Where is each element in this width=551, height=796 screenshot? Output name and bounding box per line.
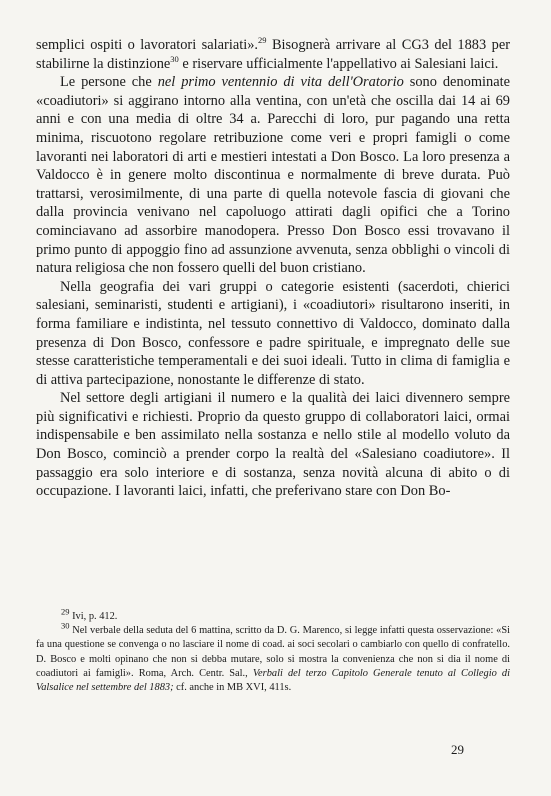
page-number: 29: [451, 742, 464, 757]
footnotes: [36, 606, 510, 695]
footnote-29: $^{29}$ Ivi, p. 412.: [61, 606, 118, 622]
paragraph-3: Nella geografia dei vari gruppi o categorie esistenti (sacerdoti, chierici salesiani, seminaristi, studenti e artigiani), i «coadiutori» risultarono inseriti, in forma familiare e indistinta, nel tessuto connettivo di Valdocco, dominato dalla presenza di Don Bosco, confessore e padre spirituale, e impregnato delle sue stesse caratteristiche temperamentali e dei suoi ideali. Tutto in clima di famiglia e di attiva partecipazione, nonostante le differenze di stato.: [36, 278, 510, 388]
paragraph-4: Nel settore degli artigiani il numero e la qualità dei laici divennero sempre più significativi e richiesti. Proprio da questo gruppo di collaboratori laici, ormai indispensabile e ben assimilato nella sostanza e nello stile al modello voluto da Don Bosco, cominciò a prender corpo la realtà del «Salesiano coadiutore». Il passaggio era solo interiore e di sostanza, senza novità alcuna di abito o di occupazione. I lavoranti laici, infatti, che preferivano stare con Don Bo-: [36, 390, 510, 500]
footnote-ref-29: 29: [258, 35, 267, 46]
paragraph-2: Le persone che nel primo ventennio di vita dell'Oratorio sono denominate «coadiutori» si aggirano intorno alla ventina, con un'età che oscilla dai 14 ai 69 anni e con una media di oltre 34 a. Parecchi di loro, pur pagando una retta minima, riscuotono regolare retribuzione come veri e propri famigli o come lavoranti nei laboratori di arti e mestieri intestati a Don Bosco. La loro presenza a Valdocco è in genere molto discontinua e normalmente di breve durata. Può trattarsi, verosimilmente, di una parte di quella notevole fascia di giovani che dalla provincia venivano nel capoluogo attirati dagli opifici che a Torino cominciavano ad assorbire manodopera. Presso Don Bosco essi trovavano il primo punto di appoggio fino ad assunzione avvenuta, senza obblighi o vincoli di natura religiosa che non fossero quelli del buon cristiano.: [36, 74, 510, 277]
paragraph-1: semplici ospiti o lavoratori salariati».$^{29}$ Bisognerà arrivare al CG3 del 1883 per stabilirne la distinzione$^{30}$ e riservare ufficialmente l'appellativo ai Salesiani laici.: [36, 35, 510, 72]
footnote-ref-30: 30: [170, 53, 179, 64]
body-text: [36, 36, 510, 501]
footnote-30: $^{30}$ Nel verbale della seduta del 6 mattina, scritto da D. G. Marenco, si legge infatti questa osservazione: «Si fa una questione se convenga o no lasciare il nome di coad. ai soci secolari o cambiarlo con quello di confratello. D. Bosco e molti opinano che non si debba mutare, solo si mostra la convenienza che non si dia il nome di coadiutori ai famigli». Roma, Arch. Centr. Sal., Verbali del terzo Capitolo Generale tenuto al Collegio di Valsalice nel settembre del 1883; cf. anche in MB XVI, 411s.: [36, 620, 510, 694]
italic-phrase: nel primo ventennio di vita dell'Oratorio: [157, 74, 404, 91]
